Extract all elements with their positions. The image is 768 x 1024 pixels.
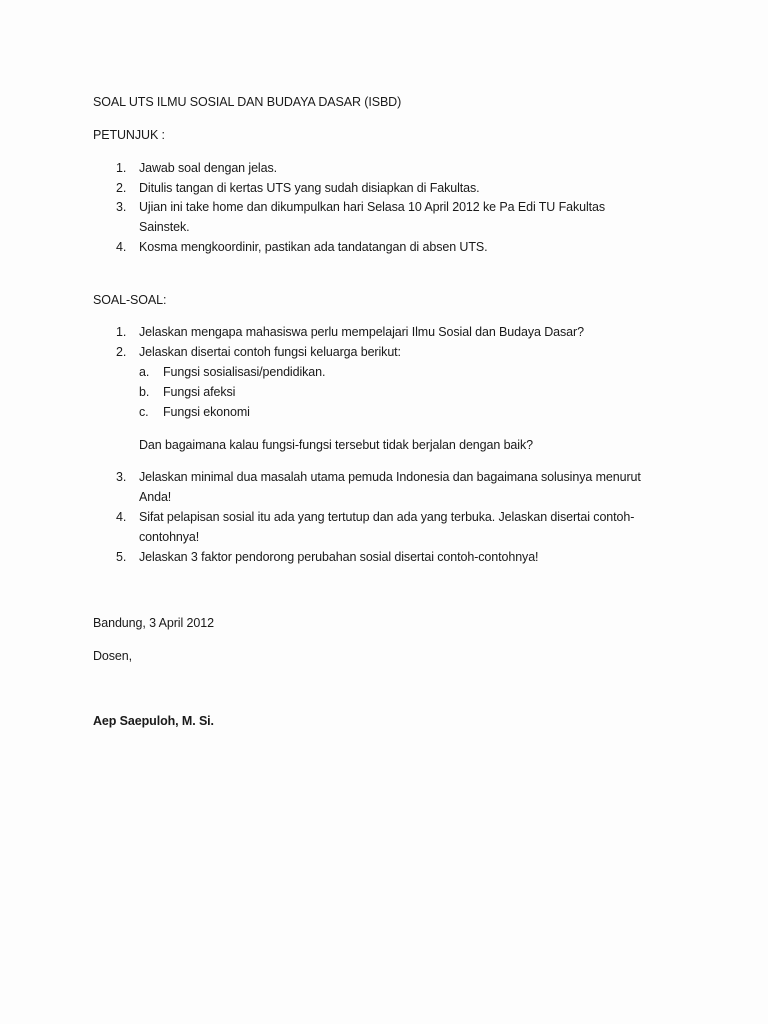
document-title: SOAL UTS ILMU SOSIAL DAN BUDAYA DASAR (ISBD) [93,95,402,109]
sub-item-letter: a. [139,365,150,379]
place-date: Bandung, 3 April 2012 [93,616,214,630]
question-text: Jelaskan mengapa mahasiswa perlu mempelajari Ilmu Sosial dan Budaya Dasar? [139,325,584,339]
instruction-number: 1. [116,161,127,175]
instruction-text-continued: Sainstek. [139,220,190,234]
sub-item-text: Fungsi sosialisasi/pendidikan. [163,365,326,379]
question-number: 3. [116,470,127,484]
instruction-text: Kosma mengkoordinir, pastikan ada tandatangan di absen UTS. [139,240,488,254]
signatory-name: Aep Saepuloh, M. Si. [93,714,214,728]
sub-item-letter: b. [139,385,150,399]
instruction-text: Ujian ini take home dan dikumpulkan hari Selasa 10 April 2012 ke Pa Edi TU Fakultas [139,200,606,214]
instruction-number: 2. [116,181,127,195]
sub-item-text: Fungsi ekonomi [163,405,250,419]
instruction-number: 4. [116,240,127,254]
question-number: 2. [116,345,127,359]
question-number: 1. [116,325,127,339]
instruction-text: Ditulis tangan di kertas UTS yang sudah disiapkan di Fakultas. [139,181,480,195]
question-text: Jelaskan minimal dua masalah utama pemuda Indonesia dan bagaimana solusinya menurut [139,470,641,484]
question-text-continued: contohnya! [139,530,200,544]
signatory-role: Dosen, [93,649,133,663]
question-text: Sifat pelapisan sosial itu ada yang tertutup dan ada yang terbuka. Jelaskan disertai contoh- [139,510,635,524]
follow-up-question: Dan bagaimana kalau fungsi-fungsi tersebut tidak berjalan dengan baik? [139,438,533,452]
questions-heading: SOAL-SOAL: [93,293,167,307]
sub-item-letter: c. [139,405,149,419]
question-text: Jelaskan disertai contoh fungsi keluarga berikut: [139,345,401,359]
question-text-continued: Anda! [139,490,172,504]
question-number: 5. [116,550,127,564]
question-text: Jelaskan 3 faktor pendorong perubahan sosial disertai contoh-contohnya! [139,550,539,564]
question-number: 4. [116,510,127,524]
sub-item-text: Fungsi afeksi [163,385,236,399]
instructions-heading: PETUNJUK : [93,128,165,142]
instruction-number: 3. [116,200,127,214]
instruction-text: Jawab soal dengan jelas. [139,161,277,175]
